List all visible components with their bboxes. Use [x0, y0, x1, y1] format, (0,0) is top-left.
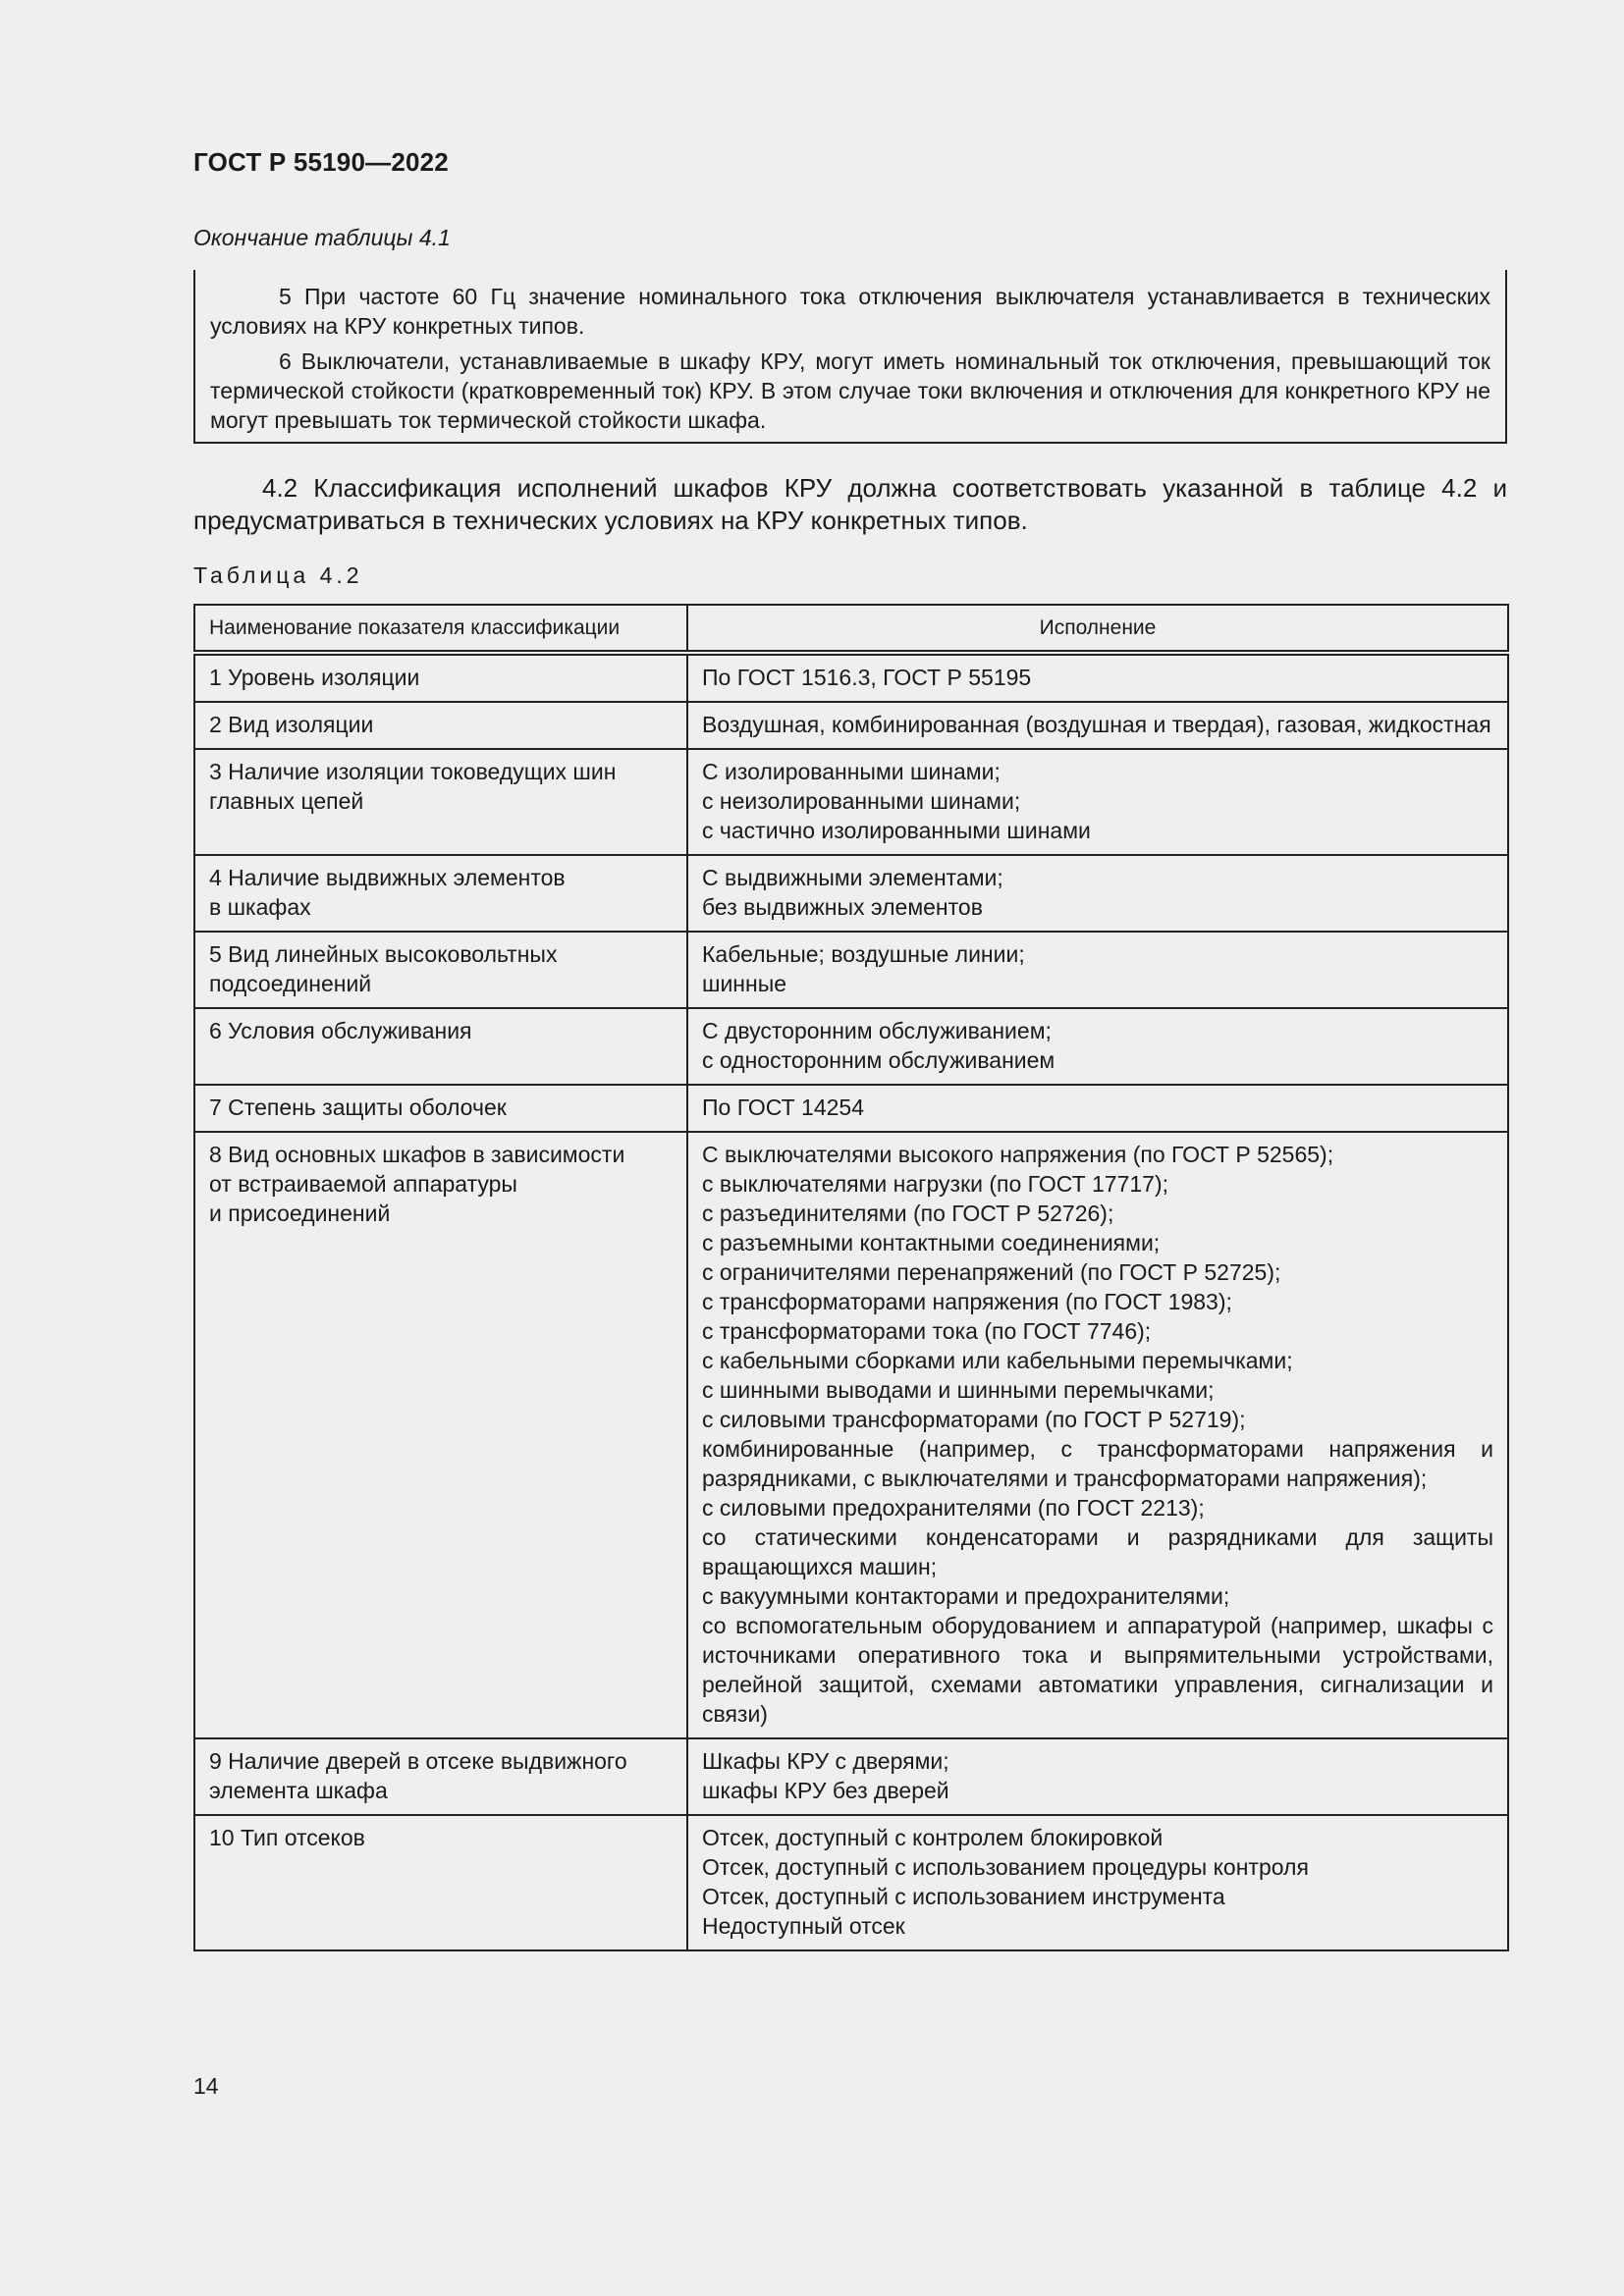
cell-indicator-name — [194, 1815, 687, 1950]
cell-line: Недоступный отсек — [702, 1913, 905, 1939]
table-continuation-caption: Окончание таблицы 4.1 — [193, 225, 451, 250]
cell-execution — [687, 653, 1508, 702]
cell-line: С выдвижными элементами; — [702, 865, 1003, 890]
table-row — [194, 932, 1508, 1008]
cell-execution — [687, 1738, 1508, 1815]
table-row — [194, 1132, 1508, 1738]
cell-line: и присоединений — [209, 1201, 391, 1226]
cell-line: Воздушная, комбинированная (воздушная и твердая), газовая, жидкостная — [702, 712, 1491, 737]
cell-indicator-name — [194, 702, 687, 749]
cell-line: Шкафы КРУ с дверями; — [702, 1748, 949, 1774]
cell-line: 3 Наличие изоляции токоведущих шин главных цепей — [209, 759, 617, 814]
cell-line: 5 Вид линейных высоковольтных — [209, 941, 558, 967]
table-note: 6 Выключатели, устанавливаемые в шкафу КРУ, могут иметь номинальный ток отключения, превышающий ток термической стойкости (кратковременный ток) КРУ. В этом случае токи включения и отключения для конкретного КРУ не могут превышать ток термической стойкости шкафа. — [210, 348, 1490, 433]
cell-line: с трансформаторами тока (по ГОСТ 7746); — [702, 1318, 1152, 1344]
cell-line: со статическими конденсаторами и разрядниками для защиты вращающихся машин; — [702, 1524, 1493, 1579]
table-row — [194, 855, 1508, 932]
cell-line: С выключателями высокого напряжения (по ГОСТ Р 52565); — [702, 1142, 1334, 1167]
table-row — [194, 702, 1508, 749]
table-row — [194, 653, 1508, 702]
cell-line: 1 Уровень изоляции — [209, 665, 420, 690]
cell-line: Отсек, доступный с использованием процедуры контроля — [702, 1854, 1309, 1880]
cell-line: с выключателями нагрузки (по ГОСТ 17717); — [702, 1171, 1169, 1197]
cell-execution — [687, 702, 1508, 749]
cell-line: 8 Вид основных шкафов в зависимости — [209, 1142, 625, 1167]
cell-line: без выдвижных элементов — [702, 894, 983, 920]
cell-execution — [687, 749, 1508, 855]
table-title: Таблица 4.2 — [193, 562, 363, 588]
cell-line: комбинированные (например, с трансформаторами напряжения и разрядниками, с выключателями и трансформаторами напряжения); — [702, 1436, 1493, 1491]
cell-line: 4 Наличие выдвижных элементов — [209, 865, 566, 890]
cell-line: с вакуумными контакторами и предохранителями; — [702, 1583, 1230, 1609]
cell-indicator-name — [194, 932, 687, 1008]
cell-line: со вспомогательным оборудованием и аппаратурой (например, шкафы с источниками оперативного тока и выпрямительными устройствами, релейной защитой, схемами автоматики управления, сигнализации и связи) — [702, 1613, 1493, 1727]
cell-indicator-name — [194, 1008, 687, 1085]
cell-line: с трансформаторами напряжения (по ГОСТ 1983); — [702, 1289, 1232, 1314]
cell-line: с шинными выводами и шинными перемычками; — [702, 1377, 1215, 1403]
cell-indicator-name — [194, 1738, 687, 1815]
cell-line: По ГОСТ 14254 — [702, 1095, 865, 1120]
cell-line: с односторонним обслуживанием — [702, 1047, 1056, 1073]
cell-line: По ГОСТ 1516.3, ГОСТ Р 55195 — [702, 665, 1032, 690]
table-header-row — [194, 605, 1508, 653]
cell-execution — [687, 1085, 1508, 1132]
cell-indicator-name — [194, 1132, 687, 1738]
table-notes-box — [193, 270, 1507, 444]
cell-line: 6 Условия обслуживания — [209, 1018, 472, 1043]
document-code: ГОСТ Р 55190—2022 — [193, 147, 449, 177]
table-row — [194, 1738, 1508, 1815]
cell-line: 9 Наличие дверей в отсеке выдвижного элемента шкафа — [209, 1748, 627, 1803]
table-row — [194, 1815, 1508, 1950]
classification-table — [193, 604, 1509, 1951]
cell-line: шинные — [702, 971, 787, 996]
cell-line: Кабельные; воздушные линии; — [702, 941, 1025, 967]
cell-line: с неизолированными шинами; — [702, 788, 1021, 814]
cell-line: шкафы КРУ без дверей — [702, 1778, 949, 1803]
table-row — [194, 749, 1508, 855]
cell-line: 2 Вид изоляции — [209, 712, 374, 737]
cell-line: в шкафах — [209, 894, 311, 920]
cell-line: Отсек, доступный с контролем блокировкой — [702, 1825, 1164, 1850]
table-row — [194, 1008, 1508, 1085]
cell-line: С изолированными шинами; — [702, 759, 1001, 784]
section-paragraph: 4.2 Классификация исполнений шкафов КРУ должна соответствовать указанной в таблице 4.2 и предусматриваться в технических условиях на КРУ конкретных типов. — [193, 473, 1507, 535]
cell-execution — [687, 1008, 1508, 1085]
cell-line: с силовыми трансформаторами (по ГОСТ Р 52719); — [702, 1407, 1246, 1432]
table-note: 5 При частоте 60 Гц значение номинального тока отключения выключателя устанавливается в технических условиях на КРУ конкретных типов. — [210, 284, 1490, 339]
cell-execution — [687, 932, 1508, 1008]
cell-execution — [687, 855, 1508, 932]
cell-line: Отсек, доступный с использованием инструмента — [702, 1884, 1225, 1909]
cell-line: подсоединений — [209, 971, 372, 996]
cell-line: с ограничителями перенапряжений (по ГОСТ Р 52725); — [702, 1259, 1281, 1285]
table-body — [194, 653, 1508, 1950]
cell-indicator-name — [194, 749, 687, 855]
cell-indicator-name — [194, 653, 687, 702]
column-header-value: Исполнение — [687, 605, 1508, 653]
cell-line: 10 Тип отсеков — [209, 1825, 365, 1850]
cell-execution — [687, 1815, 1508, 1950]
cell-line: С двусторонним обслуживанием; — [702, 1018, 1052, 1043]
cell-indicator-name — [194, 855, 687, 932]
cell-line: с частично изолированными шинами — [702, 818, 1091, 843]
cell-line: с разъемными контактными соединениями; — [702, 1230, 1161, 1255]
page-number: 14 — [193, 2073, 219, 2099]
column-header-name: Наименование показателя классификации — [194, 605, 687, 653]
cell-execution — [687, 1132, 1508, 1738]
cell-line: с силовыми предохранителями (по ГОСТ 2213); — [702, 1495, 1205, 1521]
cell-line: с разъединителями (по ГОСТ Р 52726); — [702, 1201, 1114, 1226]
table-row — [194, 1085, 1508, 1132]
cell-line: от встраиваемой аппаратуры — [209, 1171, 517, 1197]
cell-indicator-name — [194, 1085, 687, 1132]
cell-line: 7 Степень защиты оболочек — [209, 1095, 507, 1120]
cell-line: с кабельными сборками или кабельными перемычками; — [702, 1348, 1293, 1373]
